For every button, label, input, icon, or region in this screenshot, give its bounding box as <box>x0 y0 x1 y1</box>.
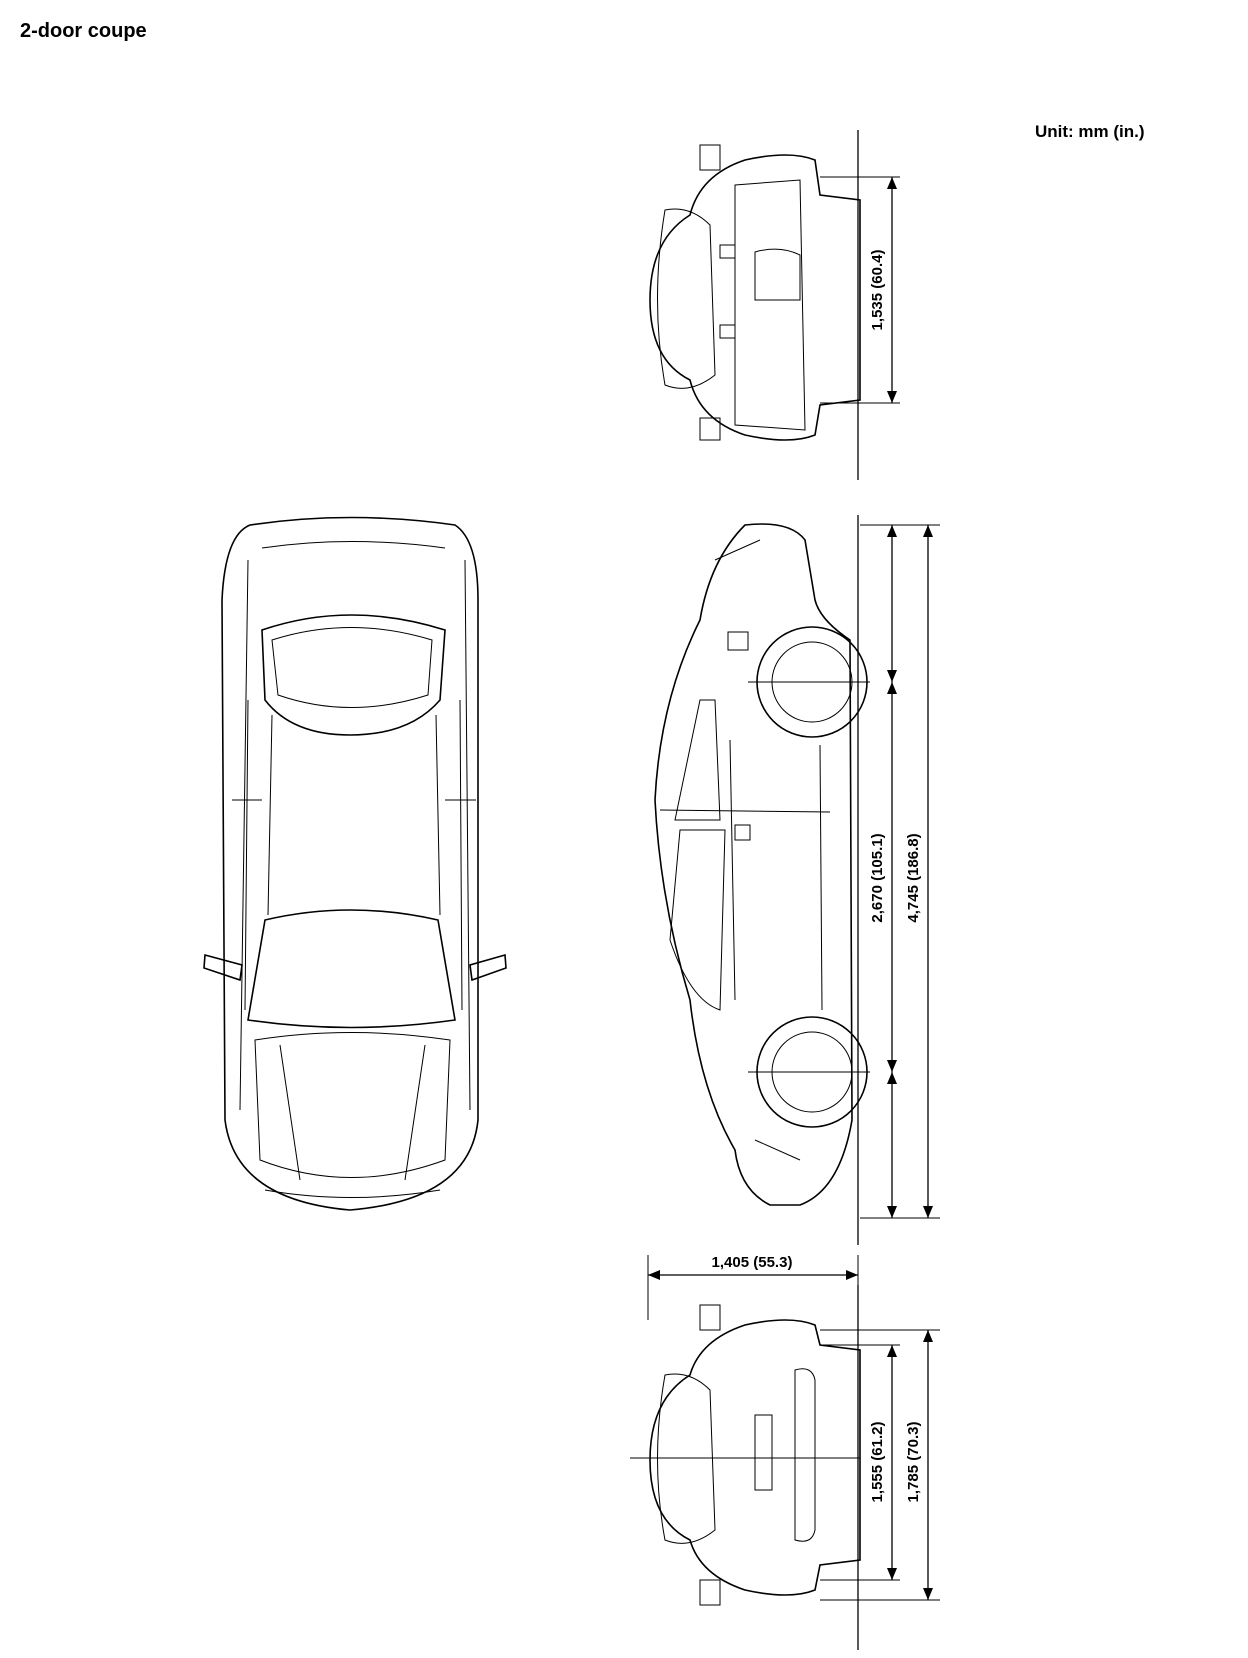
dim-overall-width: 1,785 (70.3) <box>905 1421 922 1503</box>
dim-front-track: 1,555 (61.2) <box>869 1421 886 1503</box>
dim-overall-length: 4,745 (186.8) <box>905 833 922 923</box>
car-front-view <box>630 1305 860 1605</box>
car-side-view <box>655 524 870 1205</box>
unit-label: Unit: mm (in.) <box>1035 122 1145 141</box>
dim-wheelbase: 2,670 (105.1) <box>869 833 886 923</box>
dim-overall-height: 1,405 (55.3) <box>711 1254 793 1271</box>
page-title: 2-door coupe <box>20 20 147 42</box>
car-rear-view <box>650 145 860 440</box>
car-top-view <box>204 518 506 1211</box>
dim-rear-track: 1,535 (60.4) <box>869 249 886 331</box>
